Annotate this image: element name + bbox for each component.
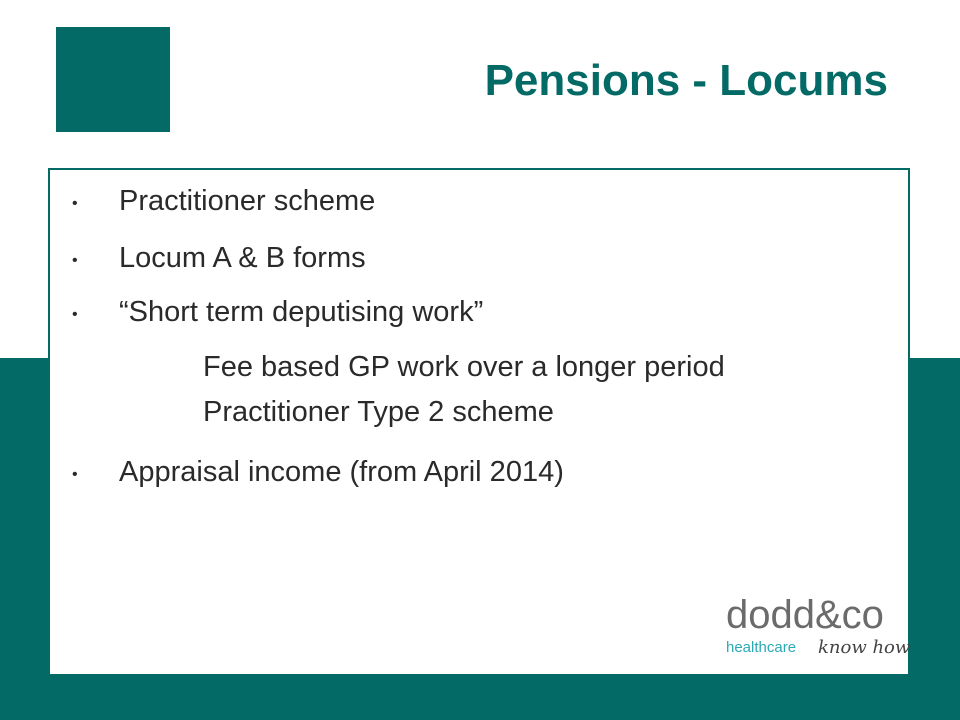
slide-title: Pensions - Locums bbox=[484, 56, 888, 105]
logo-tagline-healthcare: healthcare bbox=[726, 639, 797, 656]
decorative-teal-square bbox=[56, 27, 170, 132]
bullet-dot: • bbox=[72, 466, 78, 483]
logo-wordmark: dodd&co bbox=[726, 593, 884, 637]
sub-line: Practitioner Type 2 scheme bbox=[203, 396, 554, 428]
bullet-dot: • bbox=[72, 252, 78, 269]
bullet-text: Practitioner scheme bbox=[119, 185, 376, 217]
doddco-logo bbox=[726, 590, 926, 662]
sub-line: Fee based GP work over a longer period bbox=[203, 351, 725, 383]
bullet-text: Appraisal income (from April 2014) bbox=[119, 456, 564, 488]
content-box bbox=[48, 168, 910, 676]
bullet-dot: • bbox=[72, 195, 78, 212]
logo-tagline-know-how: know how bbox=[818, 637, 911, 658]
bullet-text: Locum A & B forms bbox=[119, 242, 366, 274]
bullet-dot: • bbox=[72, 306, 78, 323]
bullet-text: “Short term deputising work” bbox=[119, 296, 484, 328]
